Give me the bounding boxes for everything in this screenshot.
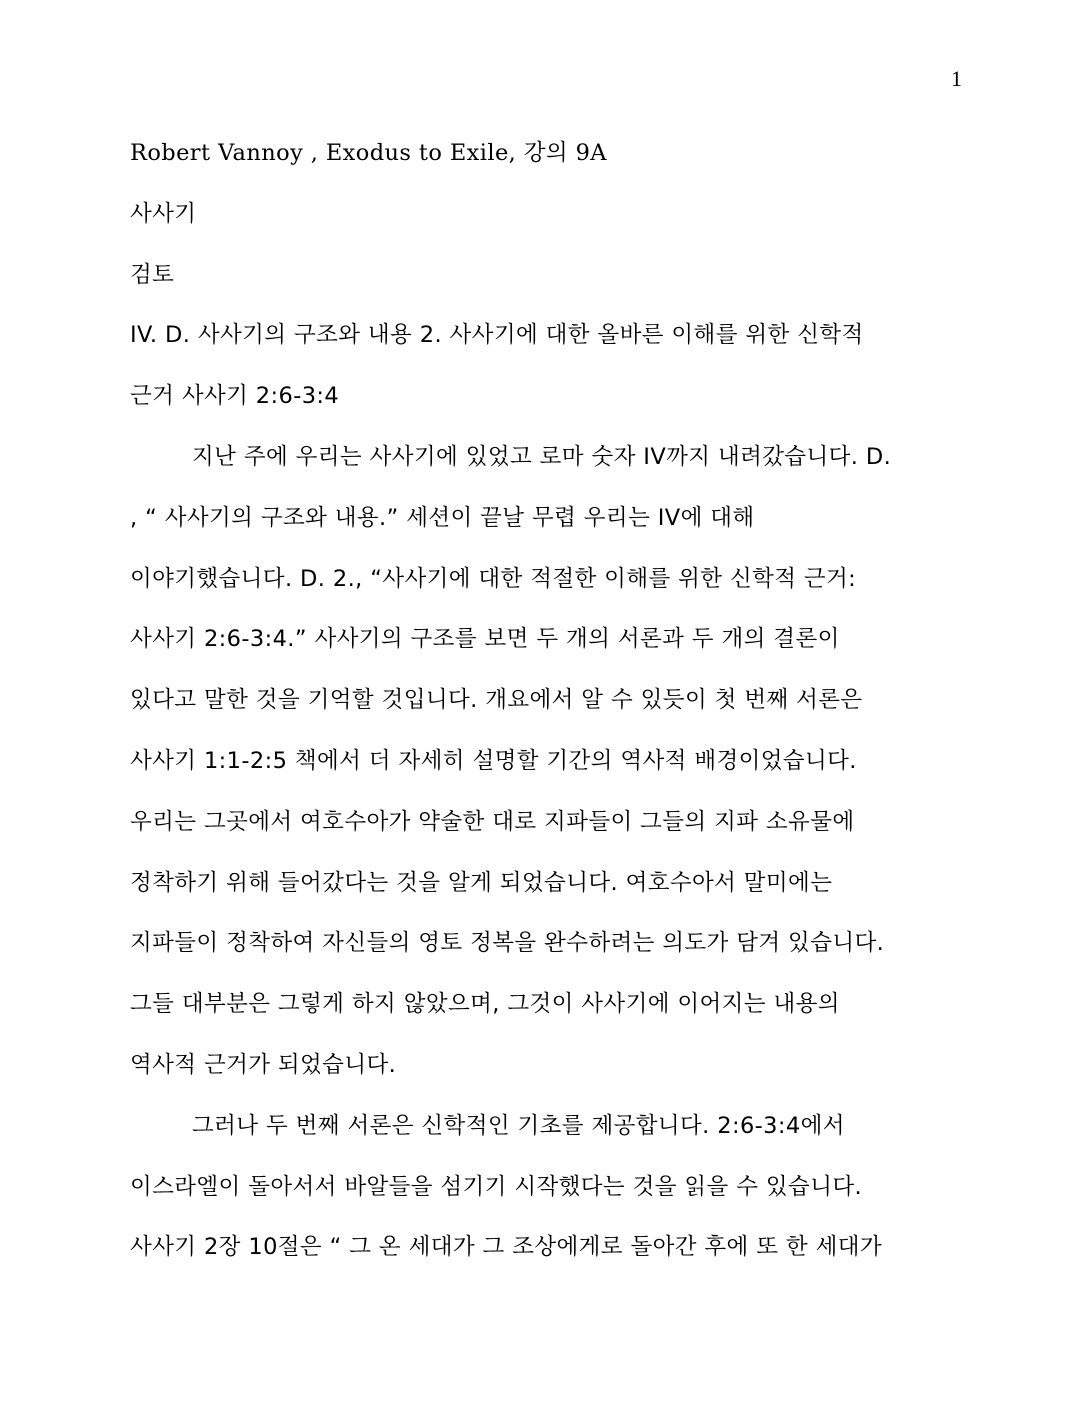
paragraph-line: 이스라엘이 돌아서서 바알들을 섬기기 시작했다는 것을 읽을 수 있습니다. — [130, 1173, 863, 1200]
paragraph-line: 이야기했습니다. D. 2., “사사기에 대한 적절한 이해를 위한 신학적 근거: — [130, 565, 857, 592]
paragraph-line: 지난 주에 우리는 사사기에 있었고 로마 숫자 IV까지 내려갔습니다. D. — [192, 443, 892, 470]
paragraph-line: 정착하기 위해 들어갔다는 것을 알게 되었습니다. 여호수아서 말미에는 — [130, 869, 833, 896]
paragraph-line: 지파들이 정착하여 자신들의 영토 정복을 완수하려는 의도가 담겨 있습니다. — [130, 930, 885, 957]
outline-heading-line: IV. D. 사사기의 구조와 내용 2. 사사기에 대한 올바른 이해를 위한 신학적 — [130, 322, 864, 349]
document-body — [130, 134, 970, 1289]
section-heading: 검토 — [130, 261, 175, 288]
paragraph-line: 사사기 1:1-2:5 책에서 더 자세히 설명할 기간의 역사적 배경이었습니다. — [130, 747, 857, 774]
paragraph-line: 있다고 말한 것을 기억할 것입니다. 개요에서 알 수 있듯이 첫 번째 서론은 — [130, 687, 863, 714]
paragraph-line: , “ 사사기의 구조와 내용.” 세션이 끝날 무렵 우리는 IV에 대해 — [130, 504, 755, 531]
paragraph-line: 사사기 2장 10절은 “ 그 온 세대가 그 조상에게로 돌아간 후에 또 한 세대가 — [130, 1234, 883, 1261]
paragraph-line: 역사적 근거가 되었습니다. — [130, 1051, 397, 1078]
book-heading: 사사기 — [130, 200, 197, 227]
paragraph-line: 그러나 두 번째 서론은 신학적인 기초를 제공합니다. 2:6-3:4에서 — [192, 1112, 845, 1139]
outline-heading-line: 근거 사사기 2:6-3:4 — [130, 383, 340, 410]
paragraph-line: 사사기 2:6-3:4.” 사사기의 구조를 보면 두 개의 서론과 두 개의 결론이 — [130, 626, 840, 653]
paragraph-line: 우리는 그곳에서 여호수아가 약술한 대로 지파들이 그들의 지파 소유물에 — [130, 808, 855, 835]
page-number: 1 — [951, 66, 962, 91]
paragraph-line: 그들 대부분은 그렇게 하지 않았으며, 그것이 사사기에 이어지는 내용의 — [130, 991, 840, 1018]
document-title: Robert Vannoy , Exodus to Exile, 강의 9A — [130, 140, 607, 166]
